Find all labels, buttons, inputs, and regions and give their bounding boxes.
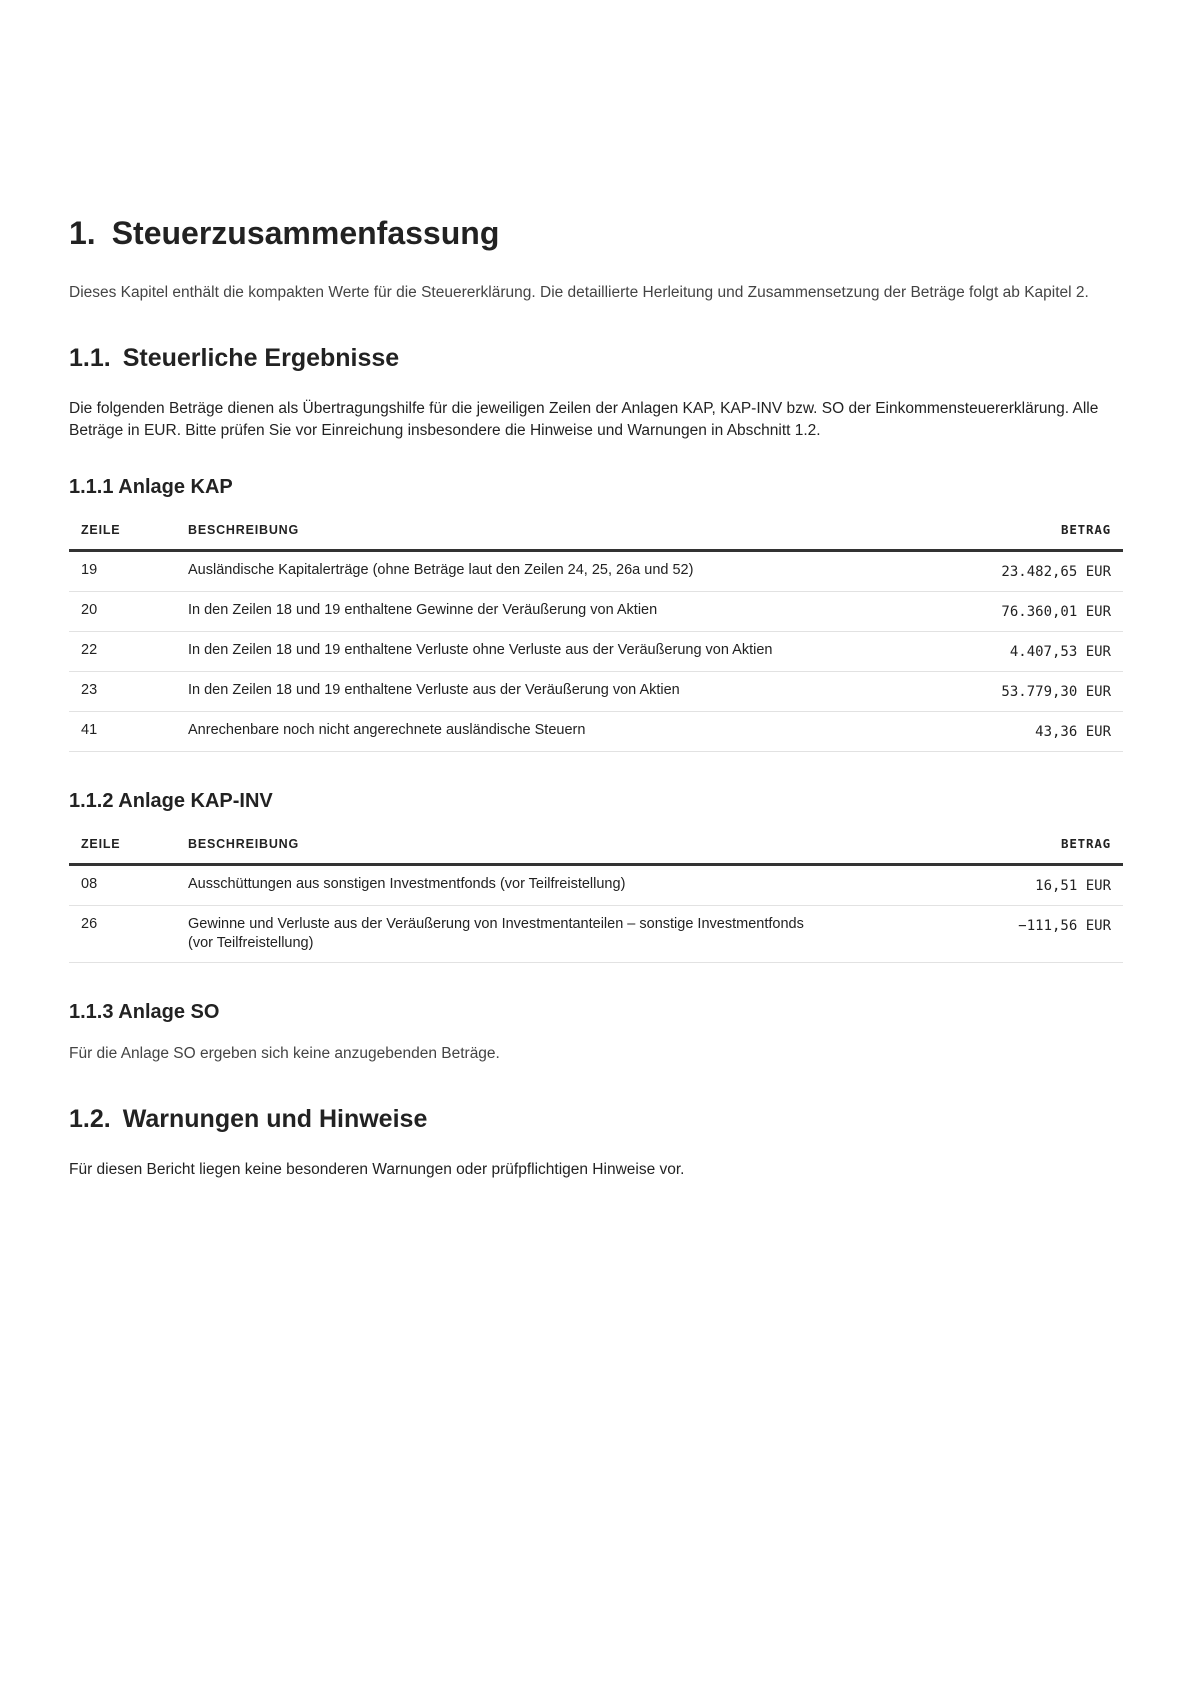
cell-zeile: 41 [69, 712, 176, 752]
table-row [69, 865, 1123, 906]
section-1-1-title-text: Steuerliche Ergebnisse [122, 344, 400, 372]
cell-beschreibung: In den Zeilen 18 und 19 enthaltene Verluste ohne Verluste aus der Veräußerung von Aktien [176, 632, 984, 672]
chapter-intro: Dieses Kapitel enthält die kompakten Werte für die Steuererklärung. Die detaillierte Herleitung und Zusammensetzung der Beträge folgt ab Kapitel 2. [69, 284, 1089, 301]
section-1-2-title-text: Warnungen und Hinweise [122, 1105, 428, 1133]
section-1-1-title [69, 342, 1123, 374]
cell-zeile: 22 [69, 632, 176, 672]
cell-betrag: 23.482,65 EUR [984, 551, 1123, 592]
section-1-2-text: Für diesen Bericht liegen keine besonderen Warnungen oder prüfpflichtigen Hinweise vor. [69, 1161, 685, 1178]
anlage-kap-title: 1.1.1 Anlage KAP [69, 476, 233, 498]
section-1-2-title [69, 1103, 1123, 1135]
table-row [69, 592, 1123, 632]
cell-beschreibung: Anrechenbare noch nicht angerechnete ausländische Steuern [176, 712, 984, 752]
chapter-number: 1. [69, 215, 96, 251]
header-zeile: ZEILE [69, 522, 176, 551]
header-zeile: ZEILE [69, 836, 176, 865]
cell-betrag: 43,36 EUR [984, 712, 1123, 752]
table-row [69, 906, 1123, 963]
cell-beschreibung: Gewinne und Verluste aus der Veräußerung von Investmentanteilen – sonstige Investmentfonds (vor Teilfreistellung) [176, 906, 1006, 963]
anlage-kap-table [69, 522, 1123, 752]
cell-betrag: −111,56 EUR [1006, 906, 1123, 963]
anlage-so-title: 1.1.3 Anlage SO [69, 1001, 220, 1023]
table-row [69, 712, 1123, 752]
section-1-1-number: 1.1. [69, 344, 111, 372]
cell-beschreibung: In den Zeilen 18 und 19 enthaltene Gewinne der Veräußerung von Aktien [176, 592, 984, 632]
cell-zeile: 20 [69, 592, 176, 632]
cell-zeile: 08 [69, 865, 176, 906]
section-1-1-text: Die folgenden Beträge dienen als Übertragungshilfe für die jeweiligen Zeilen der Anlagen KAP, KAP-INV bzw. SO der Einkommensteuererklärung. Alle Beträge in EUR. Bitte prüfen Sie vor Einreichung insbesondere die Hinweise und Warnungen in Abschnitt 1.2. [69, 400, 1099, 439]
cell-betrag: 4.407,53 EUR [984, 632, 1123, 672]
header-beschreibung: BESCHREIBUNG [176, 836, 1006, 865]
cell-beschreibung: Ausländische Kapitalerträge (ohne Beträge laut den Zeilen 24, 25, 26a und 52) [176, 551, 984, 592]
header-beschreibung: BESCHREIBUNG [176, 522, 984, 551]
chapter-title [69, 212, 1123, 254]
cell-zeile: 23 [69, 672, 176, 712]
chapter-title-text: Steuerzusammenfassung [111, 215, 500, 251]
section-1-2-number: 1.2. [69, 1105, 111, 1133]
anlage-kap-inv-title: 1.1.2 Anlage KAP-INV [69, 790, 273, 812]
cell-zeile: 19 [69, 551, 176, 592]
table-header-row [69, 836, 1123, 865]
cell-beschreibung: Ausschüttungen aus sonstigen Investmentfonds (vor Teilfreistellung) [176, 865, 1006, 906]
cell-betrag: 53.779,30 EUR [984, 672, 1123, 712]
cell-beschreibung: In den Zeilen 18 und 19 enthaltene Verluste aus der Veräußerung von Aktien [176, 672, 984, 712]
table-header-row [69, 522, 1123, 551]
table-row [69, 672, 1123, 712]
table-row [69, 551, 1123, 592]
cell-betrag: 76.360,01 EUR [984, 592, 1123, 632]
cell-betrag: 16,51 EUR [1006, 865, 1123, 906]
header-betrag: BETRAG [1006, 836, 1123, 865]
table-row [69, 632, 1123, 672]
anlage-kap-inv-table [69, 836, 1123, 963]
cell-zeile: 26 [69, 906, 176, 963]
anlage-so-text: Für die Anlage SO ergeben sich keine anzugebenden Beträge. [69, 1045, 500, 1062]
header-betrag: BETRAG [984, 522, 1123, 551]
